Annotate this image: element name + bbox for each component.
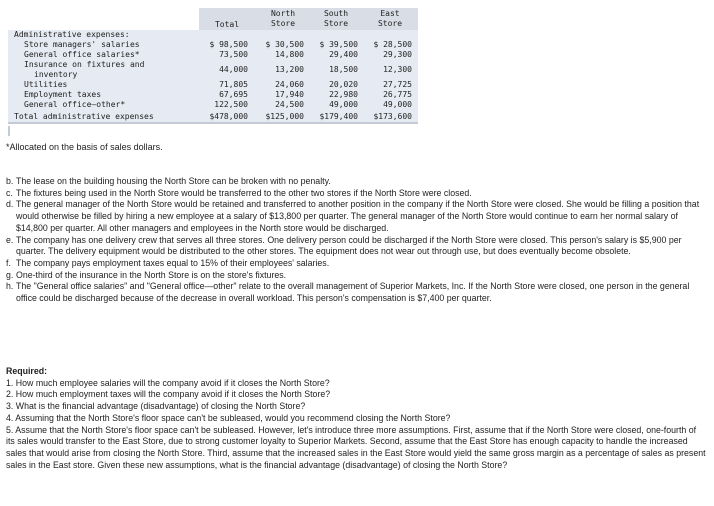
total-row-label: Total administrative expenses xyxy=(14,112,154,121)
list-item xyxy=(6,258,706,270)
row-label: General office—other* xyxy=(24,100,126,109)
south-total-cell: $179,400 xyxy=(319,112,358,121)
required-title: Required: xyxy=(6,366,48,376)
row-label: Insurance on fixtures and xyxy=(24,60,145,69)
row-label: Store managers' salaries xyxy=(24,40,140,49)
row-label: Employment taxes xyxy=(24,90,102,99)
question: 4. Assuming that the North Store's floor space can't be subleased, would you recommend closing the North Store? xyxy=(6,412,451,423)
item-text: The lease on the building housing the North Store can be broken with no penalty. xyxy=(16,176,331,186)
total-cell: $478,000 xyxy=(209,112,248,121)
list-item xyxy=(6,270,706,282)
expense-table xyxy=(8,8,418,126)
cell-south: 20,020 xyxy=(329,80,358,89)
question: 3. What is the financial advantage (disadvantage) of closing the North Store? xyxy=(6,401,306,412)
cell-north: 14,800 xyxy=(275,50,304,59)
header-total: Total xyxy=(214,20,240,29)
header-north-2: Store xyxy=(270,19,296,28)
cell-south: 22,980 xyxy=(329,90,358,99)
question: 1. How much employee salaries will the company avoid if it closes the North Store? xyxy=(6,377,330,388)
header-east-1: East xyxy=(380,9,400,18)
cell-east: $ 28,500 xyxy=(373,40,412,49)
list-item xyxy=(6,235,706,258)
cell-south: 29,400 xyxy=(329,50,358,59)
item-text: The company has one delivery crew that serves all three stores. One delivery person could be discharged if the North Store were closed. This person's salary is $5,900 per quarter. The delivery equipment would be distributed to the other stores. The equipment does not wear out through use, but does eventually become obsolete. xyxy=(16,234,682,257)
east-total-cell: $173,600 xyxy=(373,112,412,121)
cell-south: 18,500 xyxy=(329,65,358,74)
cell-north: 24,500 xyxy=(275,100,304,109)
list-item xyxy=(6,188,706,200)
row-label-cont: inventory xyxy=(34,70,78,79)
cell-total: 71,805 xyxy=(219,80,248,89)
item-label: e. xyxy=(6,234,14,245)
table-left-rule xyxy=(8,126,10,136)
cell-east: 27,725 xyxy=(383,80,412,89)
facts-list xyxy=(6,176,706,305)
section-label: Administrative expenses: xyxy=(14,30,130,39)
item-text: One-third of the insurance in the North Store is on the store's fixtures. xyxy=(16,269,287,280)
footnote: *Allocated on the basis of sales dollars. xyxy=(6,142,163,152)
table-bottom-rule xyxy=(8,122,418,124)
header-east-2: Store xyxy=(377,19,403,28)
cell-north: 17,940 xyxy=(275,90,304,99)
cell-total: 122,500 xyxy=(214,100,248,109)
cell-north: 24,060 xyxy=(275,80,304,89)
north-total-cell: $125,000 xyxy=(265,112,304,121)
item-label: d. xyxy=(6,199,14,210)
list-item xyxy=(6,281,706,304)
cell-total: 67,695 xyxy=(219,90,248,99)
question: 5. Assume that the North Store's floor space can't be subleased. However, let's introduce three more assumptions. First, assume that if the North Store were closed, one-fourth of its sales would transfer to the East Store, due to strong customer loyalty to Superior Markets. Second, assume that the East Store has enough capacity to handle the increased sales that would arise from closing the North Store. Third, assume that the increased sales in the East Store would yield the same gross margin as a percentage of sales as present sales in the East store. Given these new assumptions, what is the financial advantage (disadvantage) of closing the North Store? xyxy=(6,424,706,470)
item-label: c. xyxy=(6,187,13,198)
cell-east: 29,300 xyxy=(383,50,412,59)
item-text: The fixtures being used in the North Store would be transferred to the other two stores if the North Store were closed. xyxy=(16,187,472,198)
header-south-1: South xyxy=(323,9,349,18)
cell-north: 13,200 xyxy=(275,65,304,74)
cell-east: 26,775 xyxy=(383,90,412,99)
item-text: The "General office salaries" and "General office—other" relate to the overall management of Superior Markets, Inc. If the North Store were closed, one person in the general office could be discharged because of the decrease in overall workload. This person's compensation is $7,400 per quarter. xyxy=(16,281,690,304)
cell-total: 44,000 xyxy=(219,65,248,74)
header-south-2: Store xyxy=(323,19,349,28)
item-label: b. xyxy=(6,176,14,186)
list-item xyxy=(6,176,706,188)
item-label: g. xyxy=(6,269,14,280)
required-section xyxy=(6,366,706,471)
cell-east: 49,000 xyxy=(383,100,412,109)
cell-north: $ 30,500 xyxy=(265,40,304,49)
cell-total: 73,500 xyxy=(219,50,248,59)
header-north-1: North xyxy=(270,9,296,18)
item-label: h. xyxy=(6,281,14,292)
item-text: The company pays employment taxes equal to 15% of their employees' salaries. xyxy=(16,257,330,268)
row-label: General office salaries* xyxy=(24,50,140,59)
item-text: The general manager of the North Store would be retained and transferred to another position in the company if the North Store were closed. She would be filling a position that would otherwise be filled by hiring a new employee at a salary of $13,800 per quarter. The general manager of the North Store would continue to earn her normal salary of $14,800 per quarter. All other managers and employees in the North store would be discharged. xyxy=(16,199,700,233)
item-label: f. xyxy=(6,257,11,268)
row-label: Utilities xyxy=(24,80,68,89)
cell-south: $ 39,500 xyxy=(319,40,358,49)
list-item xyxy=(6,199,706,234)
cell-south: 49,000 xyxy=(329,100,358,109)
cell-total: $ 98,500 xyxy=(209,40,248,49)
cell-east: 12,300 xyxy=(383,65,412,74)
question: 2. How much employment taxes will the company avoid if it closes the North Store? xyxy=(6,389,331,400)
